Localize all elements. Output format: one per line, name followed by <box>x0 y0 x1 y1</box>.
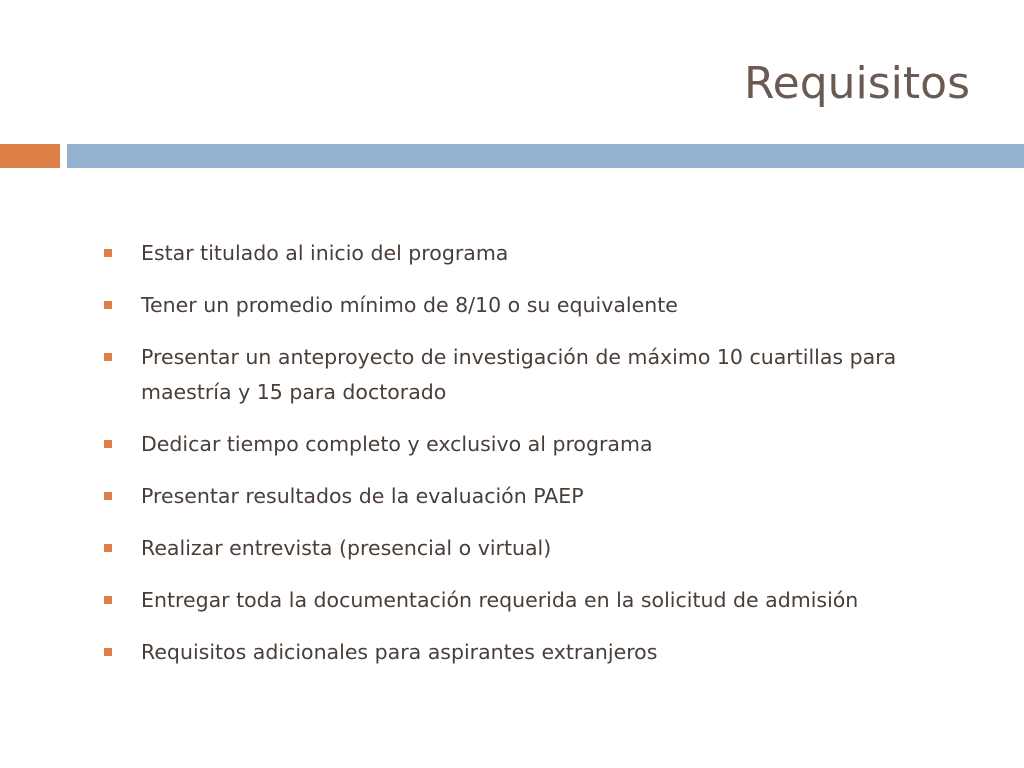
square-bullet-icon <box>104 648 112 656</box>
requirements-list <box>0 236 1024 687</box>
list-item-text: Dedicar tiempo completo y exclusivo al programa <box>141 432 653 456</box>
square-bullet-icon <box>104 596 112 604</box>
accent-bar <box>0 144 60 168</box>
list-item-text: Presentar un anteproyecto de investigación de máximo 10 cuartillas para maestría y 15 para doctorado <box>141 345 897 404</box>
list-item <box>0 531 1024 566</box>
square-bullet-icon <box>104 544 112 552</box>
list-item-text: Presentar resultados de la evaluación PAEP <box>141 484 584 508</box>
list-item <box>0 427 1024 462</box>
list-item-text: Requisitos adicionales para aspirantes extranjeros <box>141 640 658 664</box>
slide-title: Requisitos <box>744 58 970 109</box>
square-bullet-icon <box>104 440 112 448</box>
list-item-text: Estar titulado al inicio del programa <box>141 241 509 265</box>
list-item <box>0 340 1024 410</box>
list-item <box>0 288 1024 323</box>
square-bullet-icon <box>104 249 112 257</box>
square-bullet-icon <box>104 492 112 500</box>
square-bullet-icon <box>104 353 112 361</box>
list-item <box>0 236 1024 271</box>
square-bullet-icon <box>104 301 112 309</box>
list-item <box>0 635 1024 670</box>
list-item-text: Entregar toda la documentación requerida en la solicitud de admisión <box>141 588 859 612</box>
header-divider-bar <box>67 144 1024 168</box>
list-item-text: Tener un promedio mínimo de 8/10 o su equivalente <box>141 293 678 317</box>
list-item <box>0 583 1024 618</box>
list-item <box>0 479 1024 514</box>
list-item-text: Realizar entrevista (presencial o virtual) <box>141 536 552 560</box>
